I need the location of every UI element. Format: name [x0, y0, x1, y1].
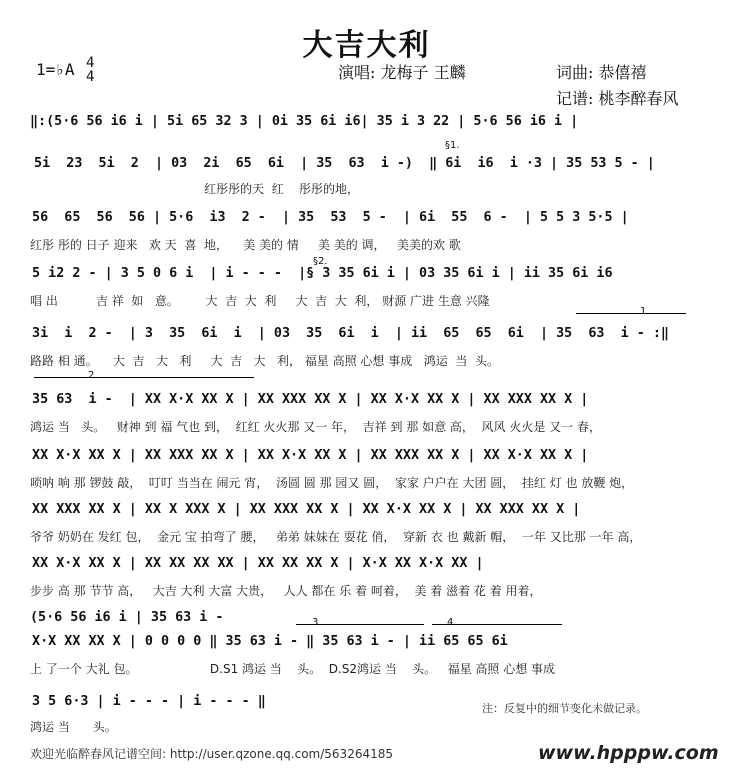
score-row-12-notes: 3 5 6·3 | i - - - | i - - - ‖	[24, 694, 266, 709]
score-row-9-lyrics: 步步 高 那 节节 高， 大吉 大利 大富 大贵， 人人 都在 乐 着 呵着， 美 着 滋着 花 着 用着，	[30, 584, 542, 598]
watermark-site: www.hpppw.com	[538, 742, 719, 764]
score-row-8-notes: XX XXX XX X | XX X XXX X | XX XXX XX X | XX X·X XX X | XX XXX XX X |	[24, 502, 581, 517]
score-row-4-notes: 5 i2 2 - | 3 5 0 6 i | i - - - |§ 3 35 6i i | 03 35 6i i | ii 35 6i i6	[24, 266, 613, 281]
key-signature: 1=♭A	[36, 60, 75, 79]
volta-2-line	[34, 377, 254, 378]
time-signature-top: 4	[86, 55, 95, 71]
score-row-3-lyrics: 红彤 彤的 日子 迎来 欢 天 喜 地， 美 美的 情 美 美的 调， 美美的欢 歌	[30, 238, 461, 252]
score-row-10-notes: (5·6 56 i6 i | 35 63 i -	[30, 610, 224, 625]
score-row-8-lyrics: 爷爷 奶奶在 发红 包， 金元 宝 拍弯了 腰， 弟弟 妹妹在 耍花 俏， 穿新 衣 也 戴新 帽， 一年 又比那 一年 高，	[30, 530, 642, 544]
score-row-6-notes: 35 63 i - | XX X·X XX X | XX XXX XX X | XX X·X XX X | XX XXX XX X |	[24, 392, 589, 407]
singers-credit: 演唱: 龙梅子 王麟	[338, 63, 466, 82]
song-title: 大吉大利	[302, 28, 431, 63]
composer-credit: 词曲: 恭僖禧	[556, 63, 647, 82]
footnote: 注：反复中的细节变化未做记录。	[482, 702, 647, 715]
score-row-2-notes: 5i 23 5i 2 | 03 2i 65 6i | 35 63 i -) ‖ 6i i6 i ·3 | 35 53 5 - |	[26, 156, 655, 171]
score-row-7-lyrics: 唢呐 响 那 锣鼓 敲， 叮叮 当当在 闹元 宵， 汤圆 圆 那 园又 圆， 家家 户户在 大团 圆， 挂红 灯 也 放鞭 炮，	[30, 476, 634, 490]
volta-4-label: 4	[447, 617, 454, 628]
volta-1-line	[576, 313, 686, 314]
score-row-11-lyrics: 上 了一个 大礼 包。 D.S1 鸿运 当 头。 D.S2鸿运 当 头。 福星 高照 心想 事成	[30, 662, 556, 676]
score-row-2-lyrics: 红彤彤的天 红 彤彤的地，	[2, 182, 360, 196]
score-row-6-lyrics: 鸿运 当 头。 财神 到 福 气也 到， 红红 火火那 又一 年， 吉祥 到 那 如意 高， 风风 火火是 又一 春，	[30, 420, 601, 434]
score-row-9-notes: XX X·X XX X | XX XX XX XX | XX XX XX X | X·X XX X·X XX |	[24, 556, 484, 571]
segno-mark-2: §2.	[313, 256, 328, 267]
score-row-5-notes: 3i i 2 - | 3 35 6i i | 03 35 6i i | ii 65 65 6i | 35 63 i - :‖	[24, 326, 669, 341]
score-row-12-lyrics: 鸿运 当 头。	[30, 720, 117, 734]
volta-1-label: 1	[640, 306, 647, 317]
score-row-1-notes: ‖:(5·6 56 i6 i | 5i 65 32 3 | 0i 35 6i i6| 35 i 3 22 | 5·6 56 i6 i |	[30, 114, 579, 129]
time-signature-bottom: 4	[86, 69, 95, 85]
volta-2-label: 2	[88, 370, 95, 381]
score-row-5-lyrics: 路路 相 通。 大 吉 大 利 大 吉 大 利， 福星 高照 心想 事成 鸿运 当 头。	[30, 354, 499, 368]
segno-mark-1: §1.	[445, 140, 460, 151]
volta-3-label: 3	[312, 617, 319, 628]
score-row-11-notes: X·X XX XX X | 0 0 0 0 ‖ 35 63 i - ‖ 35 63 i - | ii 65 65 6i	[24, 634, 508, 649]
score-row-7-notes: XX X·X XX X | XX XXX XX X | XX X·X XX X | XX XXX XX X | XX X·X XX X |	[24, 448, 589, 463]
score-row-4-lyrics: 唱 出 吉 祥 如 意。 大 吉 大 利 大 吉 大 利， 财源 广进 生意 兴隆	[30, 294, 490, 308]
notator-credit: 记谱: 桃李醉春风	[556, 89, 679, 108]
score-row-3-notes: 56 65 56 56 | 5·6 i3 2 - | 35 53 5 - | 6i 55 6 - | 5 5 3 5·5 |	[24, 210, 629, 225]
footer-credit: 欢迎光临醉春风记谱空间: http://user.qzone.qq.com/563264185	[30, 747, 394, 761]
time-signature	[86, 56, 94, 84]
